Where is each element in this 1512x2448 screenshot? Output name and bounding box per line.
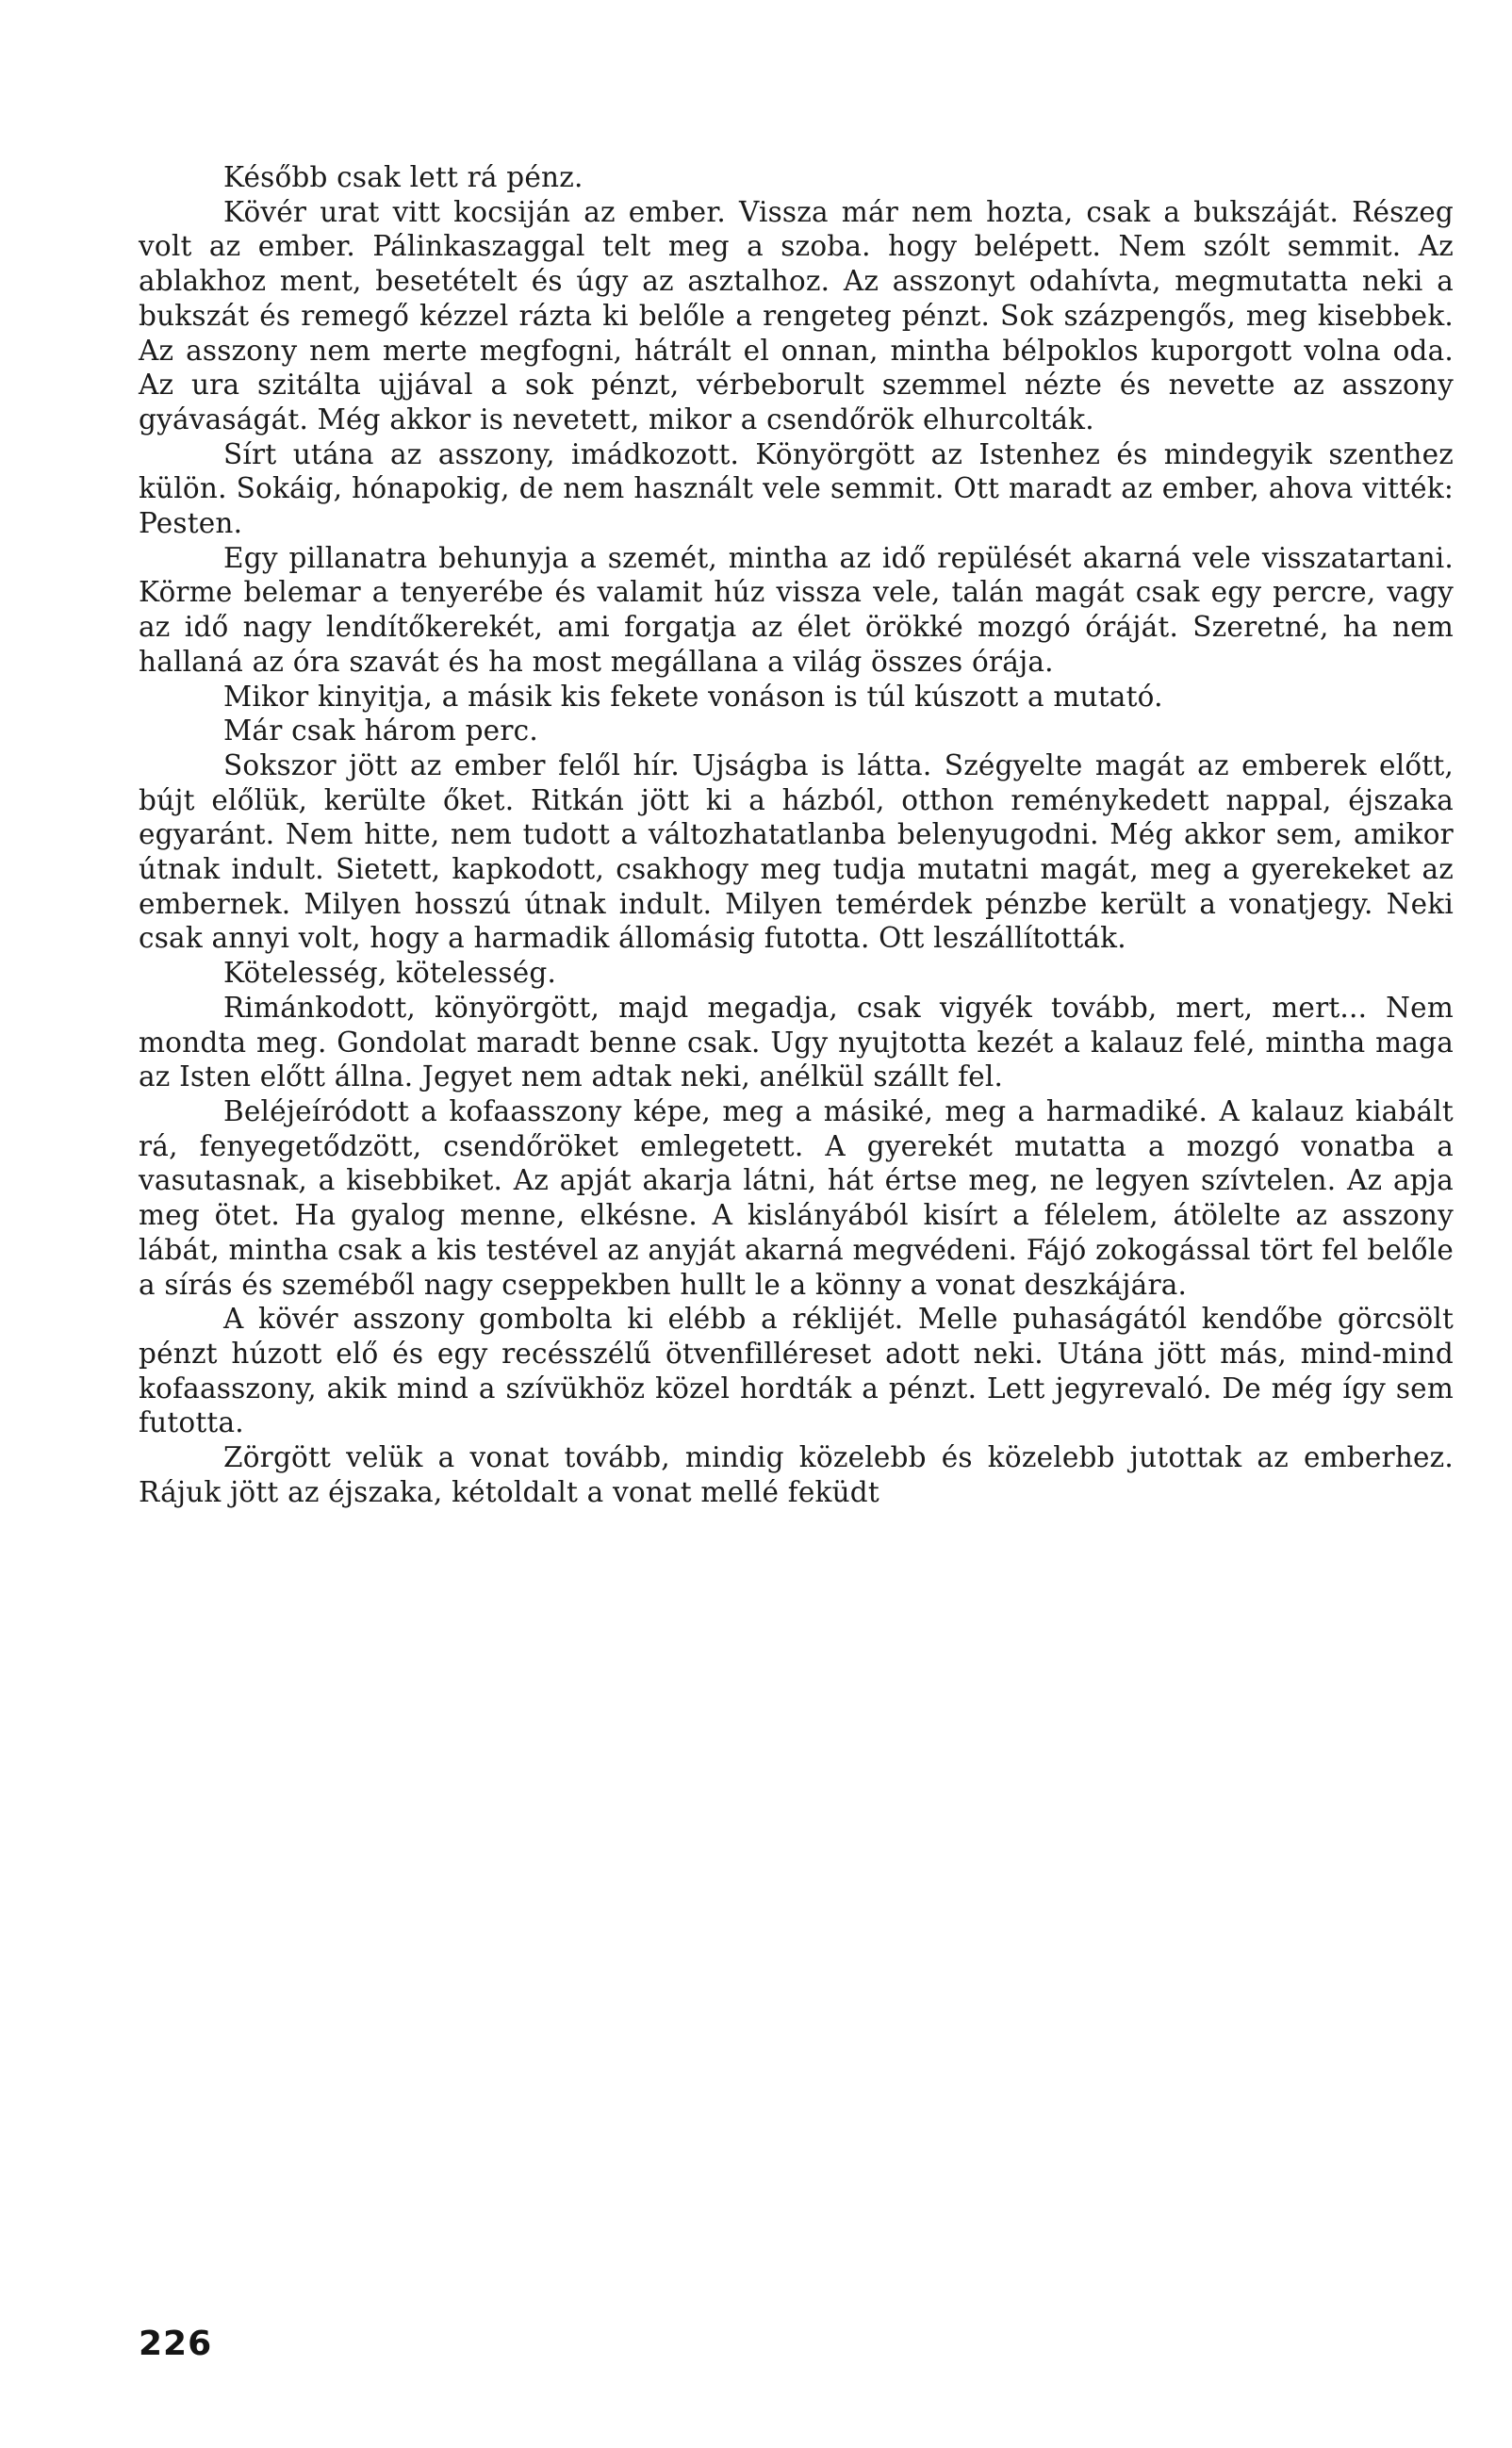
paragraph-4: Egy pillanatra behunyja a szemét, mintha az idő repülését akarná vele visszatartani. Körme belemar a tenyerébe és valamit húz vissza vele, talán magát csak egy percre, vagy az idő nagy lendítőkerekét, ami forgatja az élet örökké mozgó óráját. Szeretné, ha nem hallaná az óra szavát és ha most megállana a világ összes órája.	[139, 541, 1454, 678]
paragraph-7: Sokszor jött az ember felől hír. Ujságba is látta. Szégyelte magát az emberek előtt, bújt előlük, kerülte őket. Ritkán jött ki a házból, otthon reménykedett nappal, éjszaka egyaránt. Nem hitte, nem tudott a változhatatlanba belenyugodni. Még akkor sem, amikor útnak indult. Sietett, kapkodott, csakhogy meg tudja mutatni magát, meg a gyerekeket az embernek. Milyen hosszú útnak indult. Milyen temérdek pénzbe került a vonatjegy. Neki csak annyi volt, hogy a harmadik állomásig futotta. Ott leszállították.	[139, 748, 1454, 955]
paragraph-3: Sírt utána az asszony, imádkozott. Könyörgött az Istenhez és mindegyik szenthez külön. Sokáig, hónapokig, de nem használt vele semmit. Ott maradt az ember, ahova vitték: Pesten.	[139, 437, 1454, 540]
paragraph-12: Zörgött velük a vonat tovább, mindig közelebb és közelebb jutottak az emberhez. Rájuk jött az éjszaka, kétoldalt a vonat mellé feküdt	[139, 1441, 1454, 1508]
page-number: 226	[139, 2325, 213, 2363]
paragraph-10: Beléjeíródott a kofaasszony képe, meg a másiké, meg a harmadiké. A kalauz kiabált rá, fenyegetődzött, csendőröket emlegetett. A gyerekét mutatta a mozgó vonatba a vasutasnak, a kisebbiket. Az apját akarja látni, hát értse meg, ne legyen szívtelen. Az apja meg ötet. Ha gyalog menne, elkésne. A kislányából kisírt a félelem, átölelte az asszony lábát, mintha csak a kis testével az anyját akarná megvédeni. Fájó zokogással tört fel belőle a sírás és szeméből nagy cseppekben hullt le a könny a vonat deszkájára.	[139, 1094, 1454, 1301]
paragraph-5: Mikor kinyitja, a másik kis fekete vonáson is túl kúszott a mutató.	[223, 680, 1163, 713]
paragraph-6: Már csak három perc.	[223, 715, 538, 748]
paragraph-11: A kövér asszony gombolta ki elébb a réklijét. Melle puhaságától kendőbe görcsölt pénzt húzott elő és egy recésszélű ötvenfilléreset adott neki. Utána jött más, mind-mind kofaasszony, akik mind a szívükhöz közel hordták a pénzt. Lett jegyrevaló. De még így sem futotta.	[139, 1303, 1454, 1439]
paragraph-1: Később csak lett rá pénz.	[223, 161, 583, 193]
body-text	[139, 160, 1454, 1509]
paragraph-2: Kövér urat vitt kocsiján az ember. Vissza már nem hozta, csak a bukszáját. Részeg volt az ember. Pálinkaszaggal telt meg a szoba. hogy belépett. Nem szólt semmit. Az ablakhoz ment, besetételt és úgy az asztalhoz. Az asszonyt odahívta, megmutatta neki a bukszát és remegő kézzel rázta ki belőle a rengeteg pénzt. Sok százpengős, meg kisebbek. Az asszony nem merte megfogni, hátrált el onnan, mintha bélpoklos kuporgott volna oda. Az ura szitálta ujjával a sok pénzt, vérbeborult szemmel nézte és nevette az asszony gyávaságát. Még akkor is nevetett, mikor a csendőrök elhurcolták.	[139, 195, 1454, 435]
paragraph-8: Kötelesség, kötelesség.	[223, 957, 557, 990]
paragraph-9: Rimánkodott, könyörgött, majd megadja, csak vigyék tovább, mert, mert... Nem mondta meg. Gondolat maradt benne csak. Ugy nyujtotta kezét a kalauz felé, mintha maga az Isten előtt állna. Jegyet nem adtak neki, anélkül szállt fel.	[139, 991, 1454, 1093]
